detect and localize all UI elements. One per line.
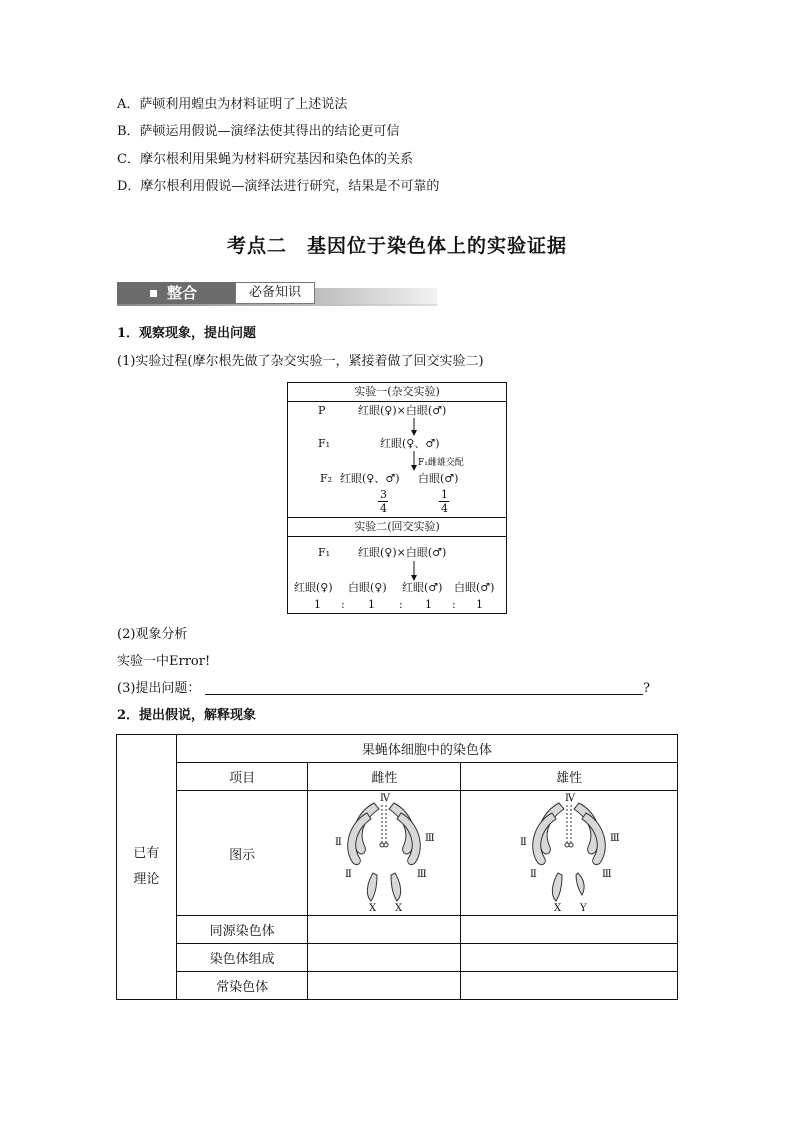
section-title: 考点二 基因位于染色体上的实验证据 <box>226 235 567 257</box>
col-male-header: 雄性 <box>461 763 678 791</box>
col-female-header: 雌性 <box>308 763 461 791</box>
frac1-den: 4 <box>380 502 387 515</box>
f1-label: F₁ <box>318 437 331 450</box>
banner-underline <box>117 304 437 306</box>
label-ii: Ⅱ <box>345 869 353 880</box>
step1-process: (1)实验过程(摩尔根先做了杂交实验一，紧接着做了回交实验二) <box>117 354 484 369</box>
arrow-down-icon <box>410 418 418 436</box>
ratio-value: 1 <box>314 598 321 611</box>
offspring-4: 白眼(♂) <box>454 581 495 594</box>
f1-note: F₁雌雄交配 <box>418 458 464 468</box>
label-ii: Ⅱ <box>520 837 527 848</box>
male-composition-cell[interactable] <box>461 944 678 972</box>
label-x: X <box>369 903 377 911</box>
label-iii: Ⅲ <box>417 869 428 880</box>
f1-cross: 红眼(♀)×白眼(♂) <box>358 546 447 559</box>
banner-fade <box>315 288 437 304</box>
male-homologous-cell[interactable] <box>461 916 678 944</box>
label-iii: Ⅲ <box>425 833 436 844</box>
divider <box>288 536 506 537</box>
f1-text: 红眼(♀、♂) <box>380 437 440 450</box>
offspring-2: 白眼(♀) <box>348 581 387 594</box>
male-karyotype-cell <box>461 791 678 916</box>
female-karyotype-diagram <box>329 791 439 911</box>
arrow-down-icon <box>410 561 418 581</box>
step1-heading: 1．观察现象，提出问题 <box>117 326 257 341</box>
answer-blank-line[interactable] <box>205 694 643 695</box>
female-composition-cell[interactable] <box>308 944 461 972</box>
option-c: C．摩尔根利用果蝇为材料研究基因和染色体的关系 <box>117 152 413 167</box>
ratio-sep: : <box>341 598 345 611</box>
label-iv: Ⅳ <box>565 793 576 804</box>
row-diagram-label: 图示 <box>176 791 308 916</box>
f1b-label: F₁ <box>318 546 331 559</box>
offspring-1: 红眼(♀) <box>294 581 333 594</box>
row-composition-label: 染色体组成 <box>176 944 308 972</box>
option-d: D．摩尔根利用假说—演绎法进行研究，结果是不可靠的 <box>117 179 440 194</box>
frac2-den: 4 <box>441 502 448 515</box>
label-ii: Ⅱ <box>530 869 537 880</box>
divider <box>288 401 506 402</box>
ratio-sep: : <box>452 598 456 611</box>
square-icon <box>150 290 157 297</box>
banner-dark-label: 整合 <box>167 284 198 302</box>
ratio-value: 1 <box>425 598 432 611</box>
step2-heading: 2．提出假说，解释现象 <box>117 708 257 723</box>
ratio-sep: : <box>399 598 403 611</box>
label-iv: Ⅳ <box>380 793 391 804</box>
label-y: Y <box>580 903 587 911</box>
f2-white: 白眼(♂) <box>418 472 459 485</box>
col-item-header: 项目 <box>176 763 308 791</box>
p-label: P <box>318 404 326 417</box>
step1-analysis: (2)观象分析 <box>117 627 188 642</box>
row-header-line2: 理论 <box>133 872 160 887</box>
female-homologous-cell[interactable] <box>308 916 461 944</box>
exp1-title: 实验一(杂交实验) <box>354 385 440 398</box>
row-homologous-label: 同源染色体 <box>176 916 308 944</box>
row-header-line1: 已有 <box>133 846 160 861</box>
step1-question-label: (3)提出问题： <box>117 681 201 696</box>
experiment-box <box>287 382 507 614</box>
row-autosome-label: 常染色体 <box>176 972 308 1000</box>
chromosome-table <box>116 734 678 1000</box>
option-b: B．萨顿运用假说—演绎法使其得出的结论更可信 <box>117 124 400 139</box>
step1-exp1-note: 实验一中Error! <box>117 654 211 669</box>
table-caption: 果蝇体细胞中的染色体 <box>176 735 677 763</box>
f2-red: 红眼(♀、♂) <box>340 472 400 485</box>
option-a: A．萨顿利用蝗虫为材料证明了上述说法 <box>117 97 348 112</box>
female-autosome-cell[interactable] <box>308 972 461 1000</box>
ratio-value: 1 <box>368 598 375 611</box>
arrow-down-icon <box>410 451 418 471</box>
p-cross: 红眼(♀)×白眼(♂) <box>358 404 447 417</box>
male-autosome-cell[interactable] <box>461 972 678 1000</box>
label-x: X <box>395 903 403 911</box>
section-banner <box>117 282 437 306</box>
label-x: X <box>554 903 562 911</box>
label-iii: Ⅲ <box>602 869 612 880</box>
label-ii: Ⅱ <box>335 837 343 848</box>
label-iii: Ⅲ <box>610 833 620 844</box>
banner-dark-tab <box>117 282 235 304</box>
male-karyotype-diagram <box>514 791 624 911</box>
divider <box>288 517 506 518</box>
frac1-num: 3 <box>380 488 387 501</box>
ratio-value: 1 <box>476 598 483 611</box>
banner-light-label: 必备知识 <box>235 282 315 304</box>
offspring-3: 红眼(♂) <box>402 581 443 594</box>
exp2-title: 实验二(回交实验) <box>354 520 440 533</box>
question-mark: ? <box>643 681 650 696</box>
frac2-num: 1 <box>441 488 448 501</box>
female-karyotype-cell <box>308 791 461 916</box>
f2-label: F₂ <box>320 472 333 485</box>
row-header-existing-theory <box>117 735 177 1000</box>
